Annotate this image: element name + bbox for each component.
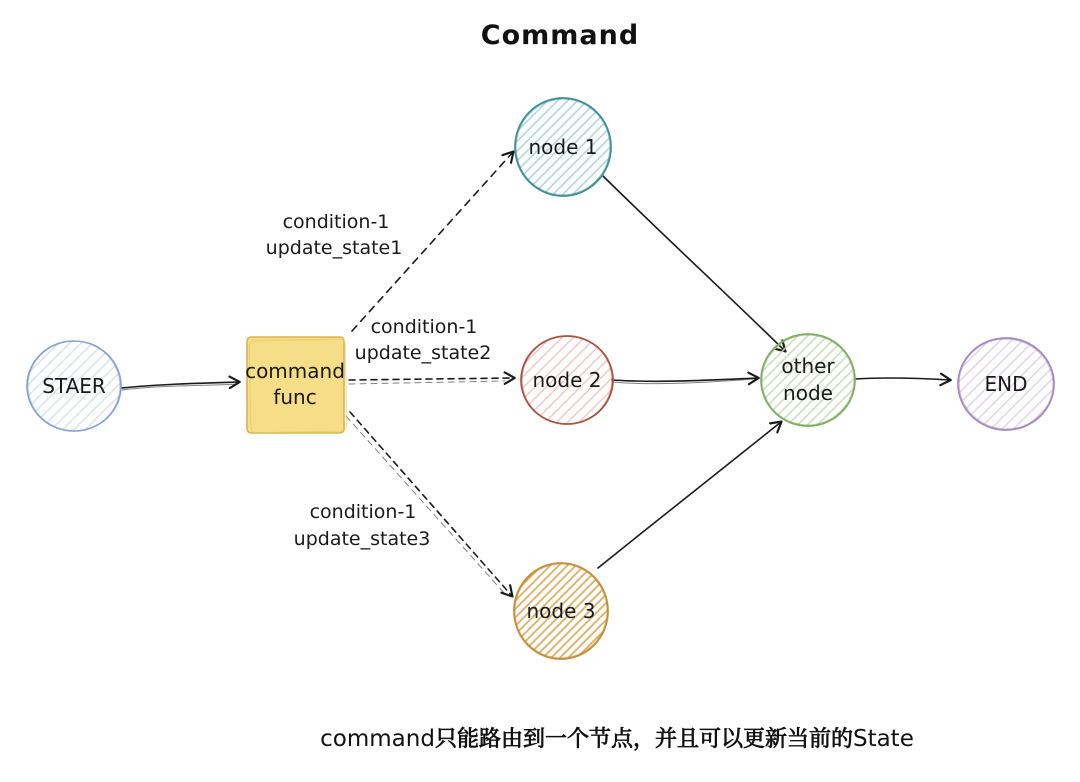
edge-label-node2 — [355, 316, 492, 364]
edge-other-to-end — [854, 378, 950, 380]
caption-prefix: command — [320, 726, 435, 752]
svg-text:condition-1: condition-1 — [370, 316, 478, 338]
command-label-line1: command — [245, 359, 345, 383]
edge-node2-to-other — [612, 378, 758, 381]
edge-node1-to-other — [603, 176, 785, 351]
node-end — [955, 334, 1058, 433]
edge-node3-to-other — [598, 422, 781, 568]
end-label: END — [984, 372, 1028, 396]
node1-label: node 1 — [528, 135, 598, 159]
edge-command-to-node2 — [349, 378, 514, 380]
node2-label: node 2 — [532, 368, 602, 392]
caption — [320, 722, 914, 753]
command-label-line2: func — [273, 385, 317, 409]
edge-label-node1 — [266, 211, 403, 259]
node-other — [758, 330, 859, 429]
node-command-func — [245, 337, 347, 433]
caption-middle: 只能路由到一个节点，并且可以更新当前的 — [434, 727, 853, 752]
node-staer — [24, 337, 123, 435]
node-2 — [518, 332, 615, 428]
svg-text:condition-1: condition-1 — [309, 501, 417, 523]
svg-text:update_state3: update_state3 — [293, 528, 431, 550]
edge-label-node3 — [294, 501, 431, 550]
other-label-line2: node — [783, 381, 833, 405]
other-label-line1: other — [781, 354, 835, 378]
svg-text:update_state1: update_state1 — [265, 237, 403, 259]
node-3 — [511, 560, 611, 662]
svg-text:update_state2: update_state2 — [354, 342, 492, 364]
page-title: Command — [480, 20, 640, 51]
caption-suffix: State — [852, 726, 914, 752]
svg-text:condition-1: condition-1 — [282, 211, 390, 233]
node3-label: node 3 — [526, 599, 596, 623]
edge-command-to-node2-ghost — [349, 381, 505, 384]
staer-label: STAER — [42, 374, 106, 398]
node-1 — [511, 94, 615, 199]
